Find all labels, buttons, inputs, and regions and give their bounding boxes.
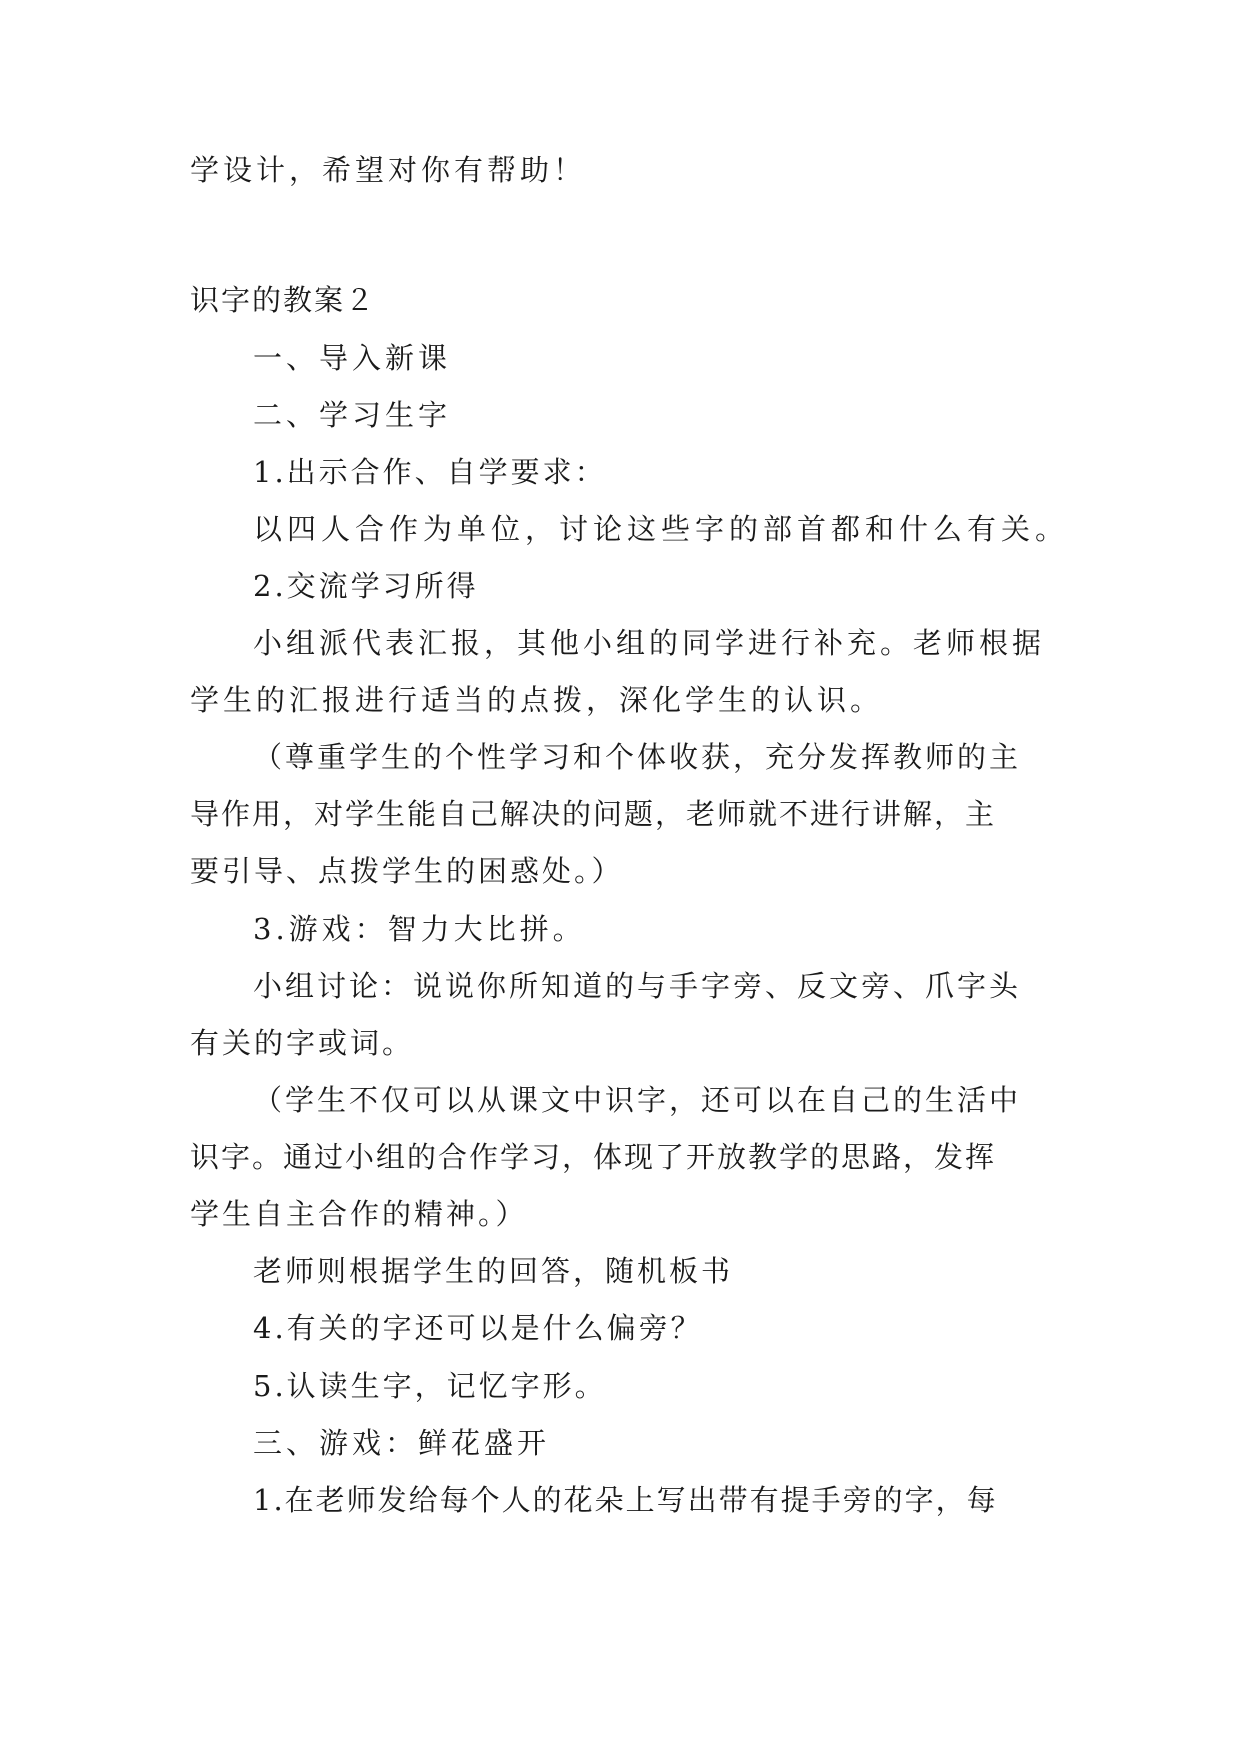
outline-item: 一、导入新课 [253,341,452,375]
paragraph-line: 学生的汇报进行适当的点拨，深化学生的认识。 [190,683,884,717]
list-item: 4.有关的字还可以是什么偏旁？ [253,1311,703,1345]
paragraph-line: 学设计，希望对你有帮助！ [190,153,587,187]
paragraph-line: 导作用，对学生能自己解决的问题，老师就不进行讲解，主 [190,797,997,831]
paragraph-line: （尊重学生的个性学习和个体收获，充分发挥教师的主 [253,740,1022,774]
paragraph-line: 以四人合作为单位，讨论这些字的部首都和什么有关。 [253,512,1070,546]
paragraph-line: 老师则根据学生的回答，随机板书 [253,1254,734,1288]
paragraph-line: （学生不仅可以从课文中识字，还可以在自己的生活中 [253,1083,1022,1117]
paragraph-line: 有关的字或词。 [190,1026,415,1060]
list-item: 5.认读生字，记忆字形。 [253,1369,607,1403]
list-item: 2.交流学习所得 [253,569,479,603]
paragraph-line: 小组派代表汇报，其他小组的同学进行补充。老师根据 [253,626,1046,660]
paragraph-line: 要引导、点拨学生的困惑处。） [190,854,624,888]
outline-item: 二、学习生字 [253,398,452,432]
paragraph-line: 小组讨论：说说你所知道的与手字旁、反文旁、爪字头 [253,969,1022,1003]
list-item: 1.出示合作、自学要求： [253,455,607,489]
outline-item: 三、游戏：鲜花盛开 [253,1426,551,1460]
list-item: 3.游戏：智力大比拼。 [253,912,586,946]
section-heading: 识字的教案２ [190,283,377,317]
paragraph-line: 学生自主合作的精神。） [190,1197,528,1231]
paragraph-line: 识字。通过小组的合作学习，体现了开放教学的思路，发挥 [190,1140,997,1174]
list-item: 1.在老师发给每个人的花朵上写出带有提手旁的字，每 [253,1483,998,1517]
